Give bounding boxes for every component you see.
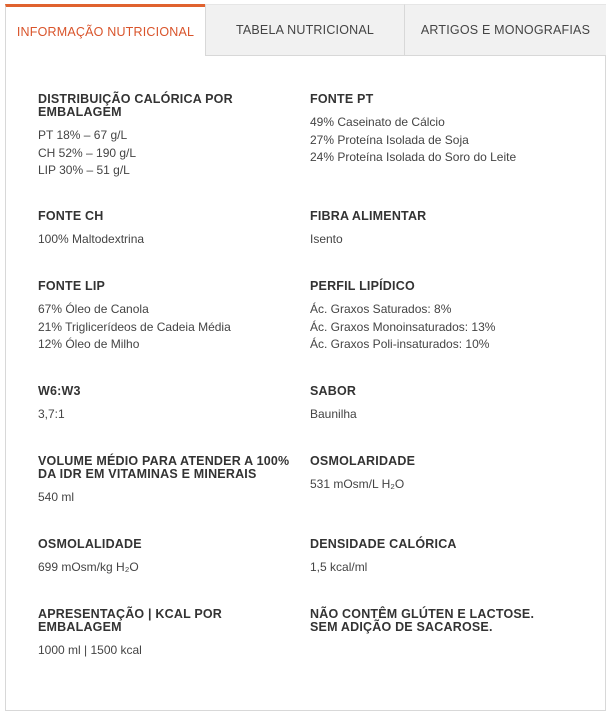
info-value: 12% Óleo de Milho: [38, 337, 140, 351]
info-label: OSMOLARIDADE: [310, 454, 416, 468]
info-value: Isento: [310, 232, 343, 246]
info-densidade-calorica: [310, 538, 580, 577]
info-value: Ác. Graxos Saturados: 8%: [310, 302, 452, 316]
info-value: Baunilha: [310, 407, 357, 421]
info-value: PT 18% – 67 g/L: [38, 128, 128, 142]
info-label: VOLUME MÉDIO PARA ATENDER A 100% DA IDR EM VITAMINAS E MINERAIS: [38, 454, 290, 481]
info-value: 1000 ml | 1500 kcal: [38, 643, 142, 657]
info-value: 531 mOsm/L H₂O: [310, 477, 405, 491]
info-label: NÃO CONTÊM GLÚTEN E LACTOSE. SEM ADIÇÃO DE SACAROSE.: [310, 607, 535, 634]
info-value: 67% Óleo de Canola: [38, 302, 149, 316]
info-label: DENSIDADE CALÓRICA: [310, 537, 457, 551]
info-label: W6:W3: [38, 384, 81, 398]
info-fonte-ch: [38, 210, 308, 249]
nutrition-info-panel: [5, 56, 606, 711]
info-value: 49% Caseinato de Cálcio: [310, 115, 445, 129]
tab-informacao-nutricional[interactable]: INFORMAÇÃO NUTRICIONAL: [5, 4, 205, 56]
tab-bar: [5, 4, 606, 56]
tab-artigos-e-monografias[interactable]: ARTIGOS E MONOGRAFIAS: [404, 4, 606, 56]
info-value: 540 ml: [38, 490, 75, 504]
info-w6-w3: [38, 385, 308, 424]
info-label: OSMOLALIDADE: [38, 537, 142, 551]
info-osmolalidade: [38, 538, 308, 577]
info-label: FONTE CH: [38, 209, 104, 223]
info-sabor: [310, 385, 580, 424]
info-value: CH 52% – 190 g/L: [38, 145, 137, 160]
info-fonte-lip: [38, 280, 308, 354]
info-volume-medio: [38, 455, 308, 507]
info-value: 699 mOsm/kg H₂O: [38, 560, 139, 574]
info-label: DISTRIBUIÇÃO CALÓRICA POR EMBALAGEM: [38, 92, 233, 119]
info-value: 27% Proteína Isolada de Soja: [310, 132, 469, 147]
info-label: PERFIL LIPÍDICO: [310, 279, 415, 293]
info-value: 21% Triglicerídeos de Cadeia Média: [38, 319, 231, 334]
info-label: FONTE LIP: [38, 279, 106, 293]
info-sem-gluten-lactose: [310, 608, 550, 634]
info-value: 100% Maltodextrina: [38, 232, 145, 246]
info-fonte-pt: [310, 93, 580, 167]
info-osmolaridade: [310, 455, 580, 494]
info-apresentacao: [38, 608, 308, 660]
info-value: LIP 30% – 51 g/L: [38, 163, 130, 177]
info-label: FONTE PT: [310, 92, 374, 106]
info-value: 24% Proteína Isolada do Soro do Leite: [310, 150, 517, 164]
tab-tabela-nutricional[interactable]: TABELA NUTRICIONAL: [205, 4, 404, 56]
info-fibra-alimentar: [310, 210, 580, 249]
info-label: APRESENTAÇÃO | KCAL POR EMBALAGEM: [38, 607, 223, 634]
info-perfil-lipidico: [310, 280, 580, 354]
info-value: 1,5 kcal/ml: [310, 560, 368, 574]
info-distribuicao-calorica: [38, 93, 308, 180]
info-label: FIBRA ALIMENTAR: [310, 209, 427, 223]
info-value: 3,7:1: [38, 407, 65, 421]
info-value: Ác. Graxos Poli-insaturados: 10%: [310, 337, 490, 351]
info-value: Ác. Graxos Monoinsaturados: 13%: [310, 319, 496, 334]
info-label: SABOR: [310, 384, 357, 398]
